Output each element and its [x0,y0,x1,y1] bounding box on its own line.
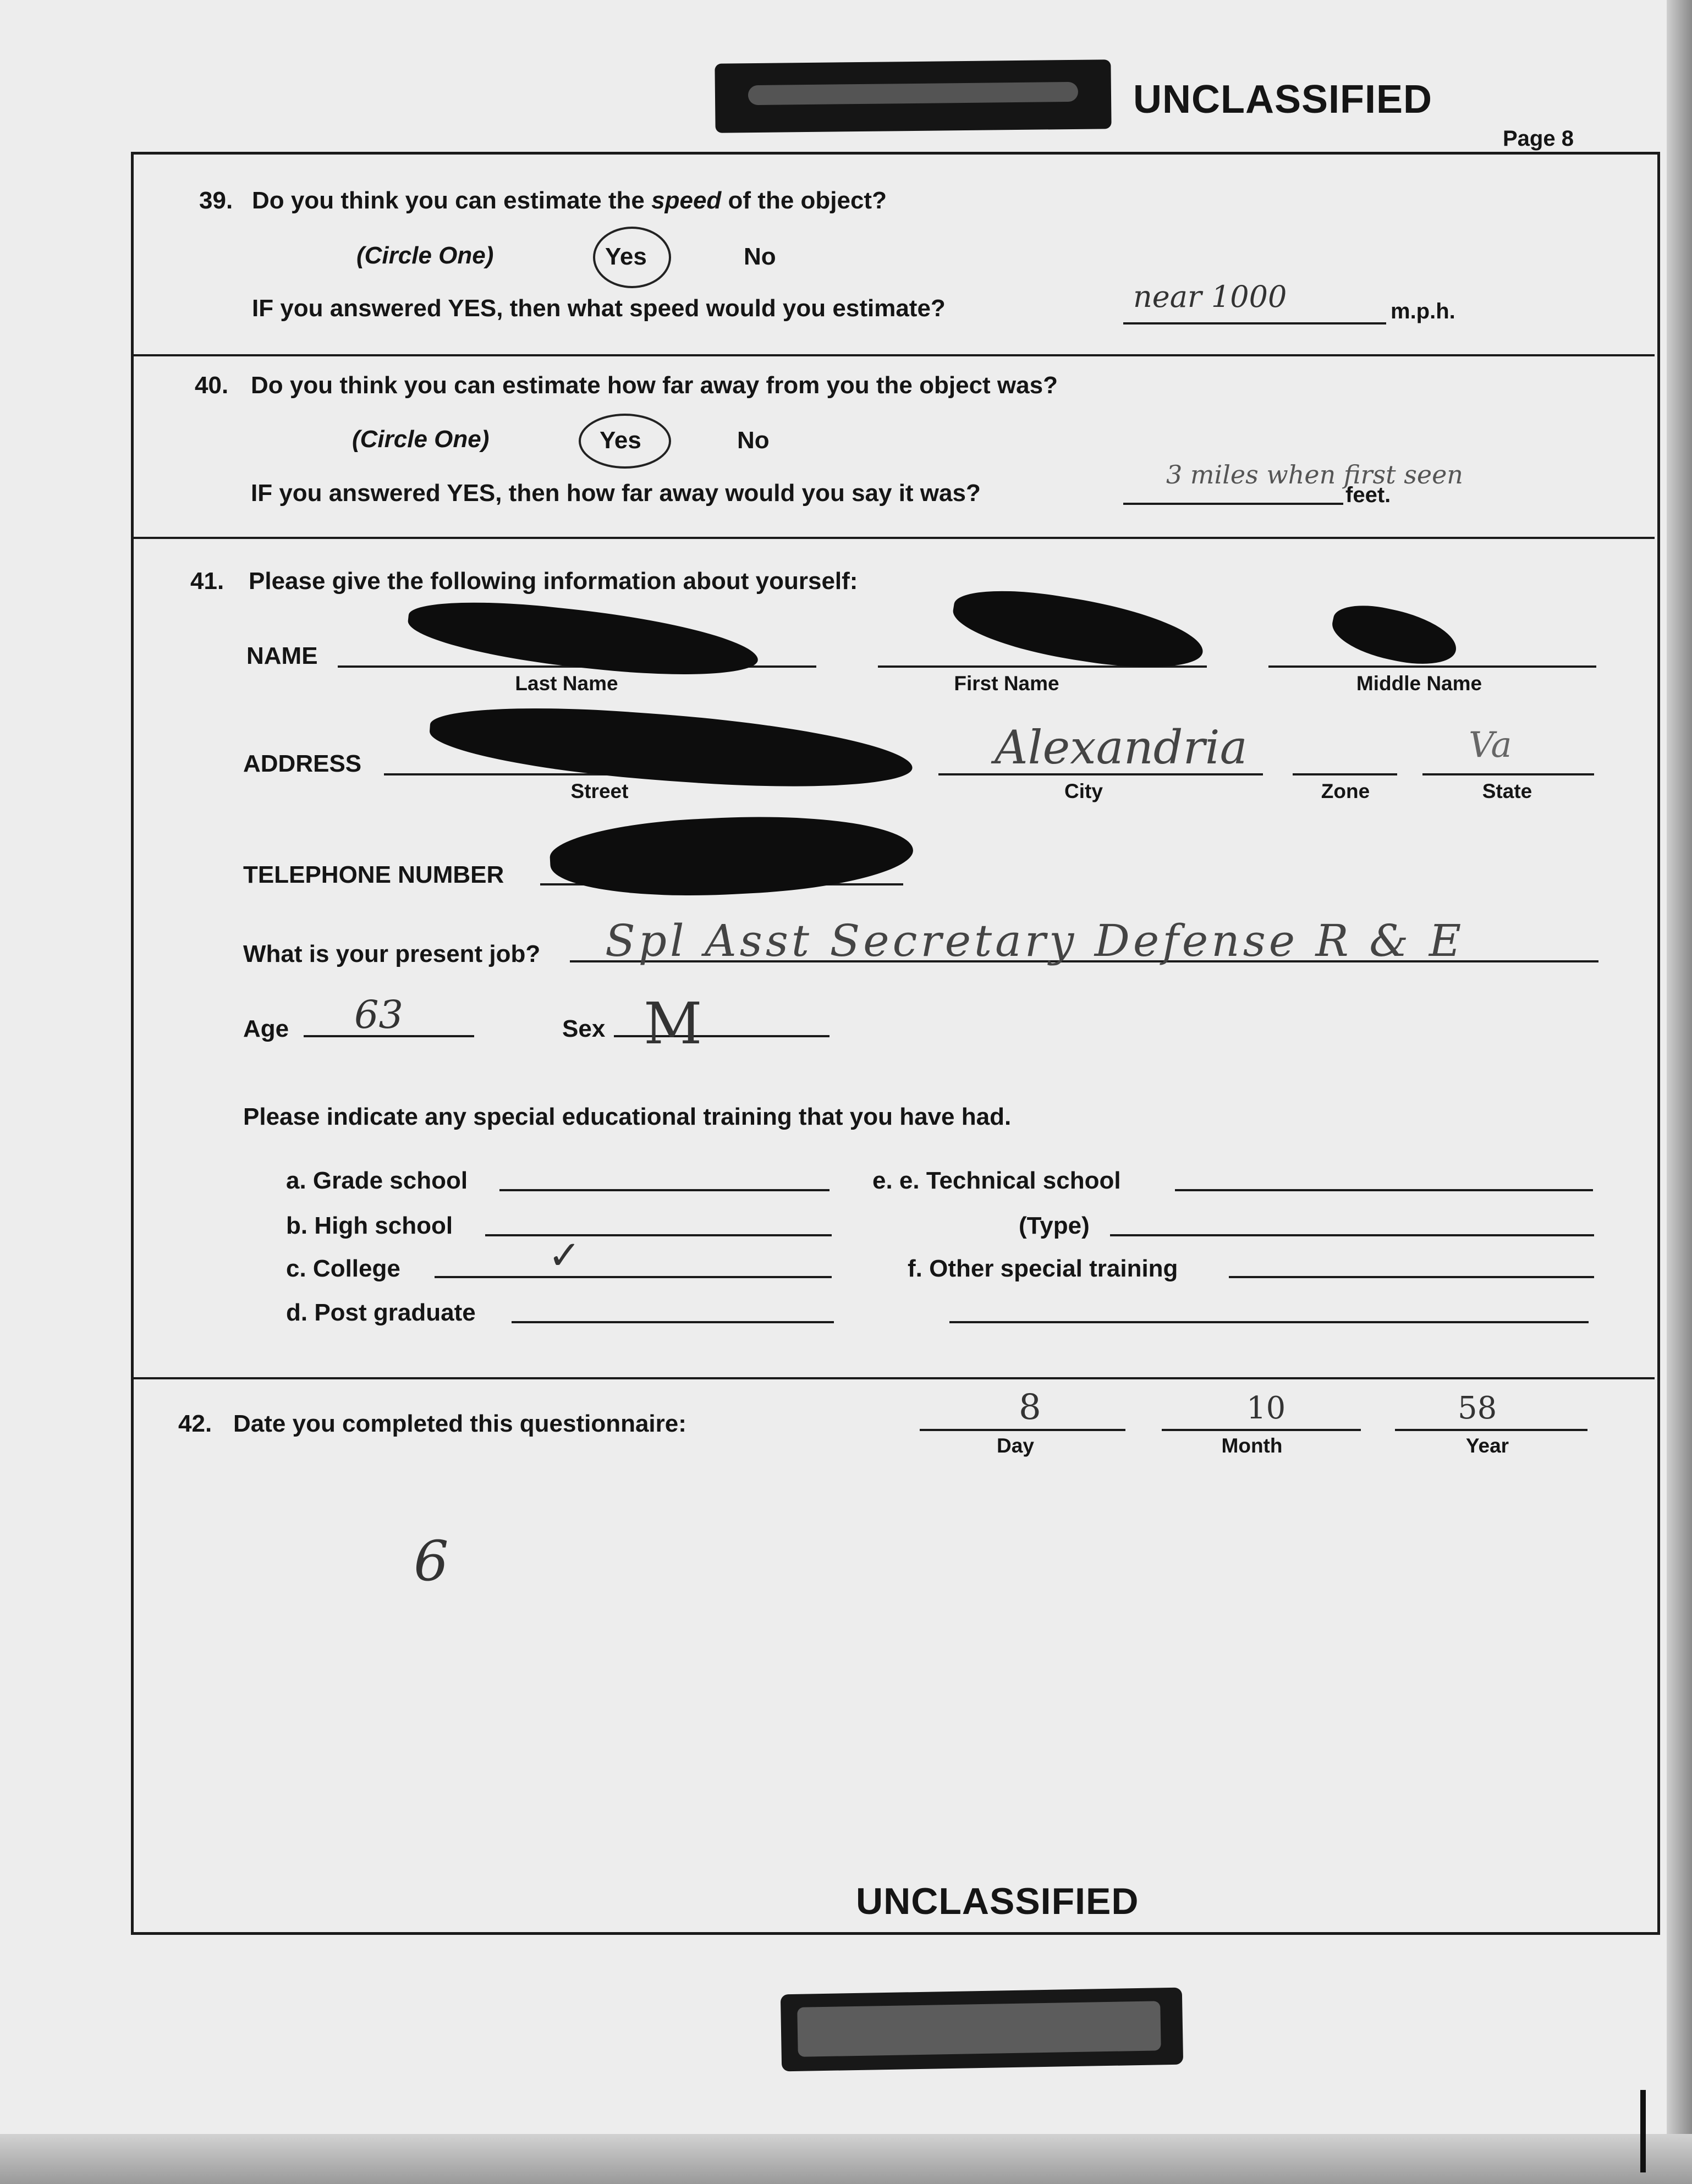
q39-number: 39. [199,187,233,214]
edu-other-training: f. Other special training [908,1255,1178,1282]
footer-classification: UNCLASSIFIED [856,1880,1139,1922]
edu-grade-school: a. Grade school [286,1167,468,1194]
page-number: Page 8 [1503,126,1574,151]
q39-option-no[interactable]: No [744,243,776,270]
q40-number: 40. [195,372,229,399]
q40-answer[interactable]: 3 miles when first seen [1166,460,1463,489]
q40-option-no[interactable]: No [737,427,770,454]
sex-label: Sex [562,1015,606,1042]
scan-bottom-edge [0,2134,1692,2184]
zone-line [1293,773,1397,775]
edu-post-graduate-line[interactable] [512,1321,834,1323]
edu-other-training-line-2[interactable] [949,1321,1589,1323]
telephone-label: TELEPHONE NUMBER [243,861,504,888]
year-caption: Year [1465,1434,1509,1457]
job-value[interactable]: Spl Asst Secretary Defense R & E [605,915,1465,966]
year-line [1395,1429,1587,1431]
name-label: NAME [246,642,318,669]
q39-answer[interactable]: near 1000 [1133,279,1287,314]
q41-number: 41. [190,568,224,595]
state-caption: State [1482,780,1532,802]
month-value[interactable]: 10 [1246,1390,1286,1426]
zone-caption: Zone [1321,780,1370,802]
city-value[interactable]: Alexandria [995,720,1248,774]
street-caption: Street [570,780,629,802]
q40-answer-line [1123,503,1343,505]
bottom-redaction-block [781,1988,1183,2072]
edu-college-line[interactable] [435,1276,832,1278]
top-redaction-block [715,59,1111,133]
job-label: What is your present job? [243,940,541,967]
q40-question: Do you think you can estimate how far away from you the object was? [251,372,1058,399]
month-line [1162,1429,1361,1431]
address-label: ADDRESS [243,750,362,777]
q39-followup: IF you answered YES, then what speed would you estimate? [252,295,946,322]
state-value[interactable]: Va [1469,725,1512,766]
q39-option-yes[interactable]: Yes [605,243,647,270]
q40-unit: feet. [1345,483,1391,507]
q39-circle-label: (Circle One) [356,242,494,269]
sex-value[interactable]: M [644,990,702,1057]
middle-name-caption: Middle Name [1356,672,1482,695]
header-classification: UNCLASSIFIED [1133,78,1433,122]
q39-question-post: of the object? [721,187,887,214]
q40-followup: IF you answered YES, then how far away would you say it was? [251,480,981,507]
scan-right-mark [1640,2090,1646,2172]
edu-college: c. College [286,1255,400,1282]
age-label: Age [243,1015,289,1042]
edu-technical-type-line[interactable] [1110,1234,1594,1236]
day-value[interactable]: 8 [1019,1387,1041,1428]
q42-number: 42. [178,1410,212,1437]
day-line [920,1429,1125,1431]
q39-question-pre: Do you think you can estimate the [252,187,652,214]
q42-prompt: Date you completed this questionnaire: [233,1410,686,1437]
edu-high-school: b. High school [286,1212,453,1239]
scan-right-edge [1667,0,1692,2184]
q40-yes-circle [579,414,671,469]
last-name-caption: Last Name [515,672,618,695]
city-caption: City [1064,780,1103,802]
edu-college-check[interactable]: ✓ [548,1232,581,1278]
margin-mark: 6 [414,1529,449,1593]
edu-post-graduate: d. Post graduate [286,1299,476,1326]
q40-option-yes[interactable]: Yes [600,427,641,454]
edu-technical-school-line[interactable] [1175,1189,1593,1191]
year-value[interactable]: 58 [1458,1390,1497,1426]
day-caption: Day [997,1434,1034,1457]
q39-yes-circle [593,227,671,288]
form-frame [131,152,1660,1935]
age-value[interactable]: 63 [354,992,404,1037]
edu-grade-school-line[interactable] [499,1189,829,1191]
middle-name-line [1268,665,1596,668]
q40-circle-label: (Circle One) [352,426,490,453]
divider-40-41 [134,537,1655,539]
edu-high-school-line[interactable] [485,1234,832,1236]
first-name-caption: First Name [954,672,1059,695]
divider-39-40 [134,354,1655,356]
edu-technical-school: e. e. Technical school [872,1167,1121,1194]
divider-41-42 [134,1377,1655,1379]
q39-question [252,187,887,214]
q41-prompt: Please give the following information about yourself: [249,568,858,595]
edu-other-training-line[interactable] [1229,1276,1594,1278]
q39-answer-line [1123,322,1386,324]
edu-technical-type: (Type) [1019,1212,1090,1239]
month-caption: Month [1221,1434,1283,1457]
state-line [1422,773,1594,775]
education-prompt: Please indicate any special educational training that you have had. [243,1103,1012,1130]
q39-unit: m.p.h. [1391,299,1455,323]
q39-question-emphasis: speed [651,187,722,214]
